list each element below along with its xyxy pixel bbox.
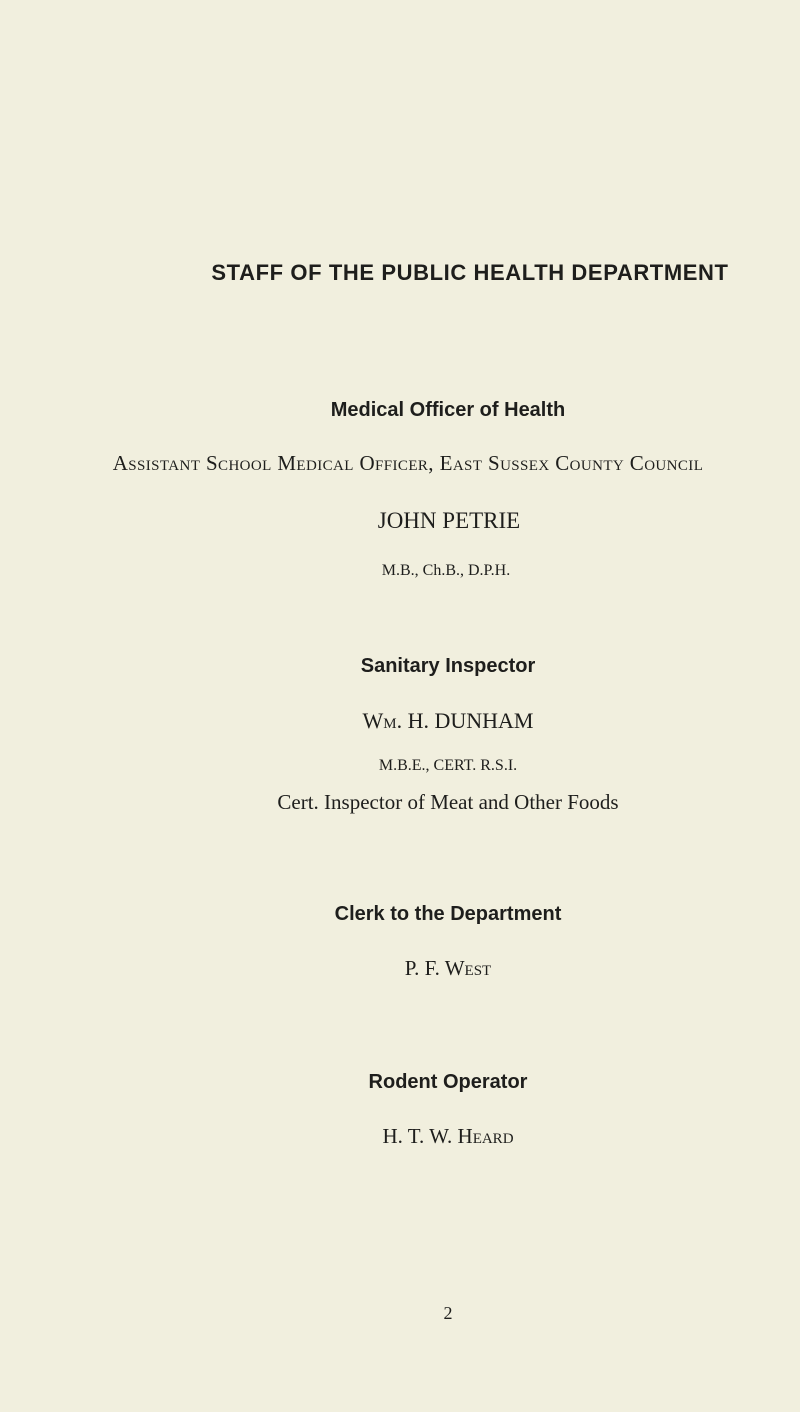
sanitary-inspector-name: Wm. H. DUNHAM [362,708,534,733]
sanitary-inspector-qualifications: M.B.E., CERT. R.S.I. [378,757,518,774]
sanitary-inspector-certification: Cert. Inspector of Meat and Other Foods [277,790,619,814]
page-number: 2 [443,1303,453,1323]
medical-officer-heading: Medical Officer of Health [330,399,566,421]
medical-officer-qualifications: M.B., Ch.B., D.P.H. [381,562,511,579]
clerk-heading: Clerk to the Department [334,903,562,925]
medical-officer-subtitle: Assistant School Medical Officer, East Sussex County Council [112,451,704,475]
sanitary-inspector-heading: Sanitary Inspector [360,655,536,677]
rodent-operator-heading: Rodent Operator [368,1071,528,1093]
clerk-name: P. F. West [404,956,492,980]
medical-officer-name: JOHN PETRIE [377,508,521,533]
page-title: STAFF OF THE PUBLIC HEALTH DEPARTMENT [211,260,729,285]
rodent-operator-name: H. T. W. Heard [382,1124,514,1148]
